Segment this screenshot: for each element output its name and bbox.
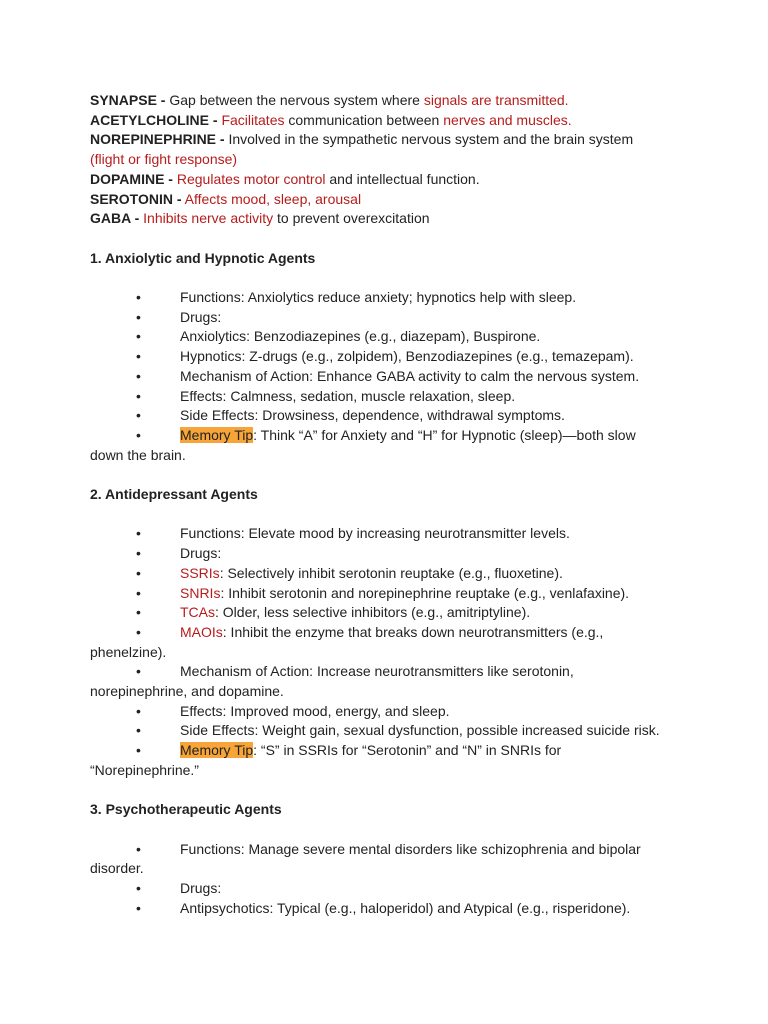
highlighted-phrase: signals are transmitted. — [423, 92, 569, 108]
bullet-item — [90, 702, 710, 722]
bullet-text: Effects: Calmness, sedation, muscle relaxation, sleep. — [180, 387, 516, 404]
bullet-text: Side Effects: Drowsiness, dependence, withdrawal symptoms. — [180, 407, 565, 424]
drug-class-label: SSRIs — [180, 564, 220, 581]
definition-term: GABA - — [90, 210, 140, 227]
definition-term: SYNAPSE - — [90, 92, 166, 108]
bullet-text: Mechanism of Action: Enhance GABA activity to calm the nervous system. — [180, 367, 640, 384]
bullet-item — [90, 347, 710, 367]
definition-continuation: (flight or fight response) — [90, 151, 238, 168]
bullet-text: Drugs: — [180, 545, 222, 562]
bullet-continuation: down the brain. — [90, 446, 186, 463]
bullet-item — [90, 406, 710, 426]
bullet-continuation: norepinephrine, and dopamine. — [90, 683, 284, 700]
bullet-icon: • — [136, 328, 141, 345]
bullet-text: : “S” in SSRIs for “Serotonin” and “N” in SNRIs for — [253, 742, 562, 759]
bullet-icon: • — [136, 545, 141, 562]
bullet-icon: • — [136, 880, 141, 897]
definition-term: SEROTONIN - — [90, 190, 182, 207]
bullet-icon: • — [136, 623, 141, 640]
definition-term: ACETYLCHOLINE - — [90, 111, 218, 128]
bullet-text: Functions: Manage severe mental disorders like schizophrenia and bipolar — [180, 840, 641, 857]
bullet-continuation: disorder. — [90, 860, 144, 877]
highlighted-phrase: Inhibits nerve activity — [143, 210, 274, 227]
bullet-item — [90, 584, 710, 604]
bullet-icon: • — [136, 899, 141, 916]
bullet-icon: • — [136, 525, 141, 542]
spacer — [90, 229, 710, 249]
bullet-item — [90, 623, 710, 643]
bullet-text: : Inhibit serotonin and norepinephrine reuptake (e.g., venlafaxine). — [220, 584, 630, 601]
definition-text: Involved in the sympathetic nervous system and the brain system — [224, 131, 634, 148]
bullet-icon: • — [136, 308, 141, 325]
bullet-icon: • — [136, 722, 141, 739]
highlighted-phrase: Regulates motor control — [176, 170, 326, 187]
drug-class-label: SNRIs — [180, 584, 221, 601]
bullet-item — [90, 544, 710, 564]
definition-line — [90, 91, 710, 111]
bullet-item — [90, 288, 710, 308]
definition-term: DOPAMINE - — [90, 170, 173, 187]
bullet-icon: • — [136, 742, 141, 759]
bullet-continuation: “Norepinephrine.” — [90, 761, 199, 778]
highlighted-phrase: Facilitates — [221, 111, 285, 128]
memory-tip-label: Memory Tip — [180, 742, 254, 759]
memory-tip-label: Memory Tip — [180, 426, 254, 443]
bullet-item — [90, 879, 710, 899]
drug-class-label: MAOIs — [180, 623, 223, 640]
spacer — [90, 465, 710, 485]
bullet-item — [90, 564, 710, 584]
bullet-item — [90, 840, 710, 860]
bullet-item — [90, 387, 710, 407]
bullet-icon: • — [136, 289, 141, 305]
bullet-text: Hypnotics: Z-drugs (e.g., zolpidem), Benzodiazepines (e.g., temazepam). — [180, 348, 634, 365]
section-heading: 1. Anxiolytic and Hypnotic Agents — [90, 249, 316, 266]
bullet-item — [90, 603, 710, 623]
spacer — [90, 781, 710, 801]
bullet-text: Antipsychotics: Typical (e.g., haloperidol) and Atypical (e.g., risperidone). — [180, 899, 631, 916]
bullet-text: Effects: Improved mood, energy, and sleep. — [180, 702, 450, 719]
drug-class-label: TCAs — [180, 604, 215, 621]
highlighted-phrase: Affects mood, sleep, arousal — [184, 190, 362, 207]
bullet-text: : Think “A” for Anxiety and “H” for Hypnotic (sleep)—both slow — [253, 426, 636, 443]
section-heading: 2. Antidepressant Agents — [90, 486, 258, 503]
bullet-continuation: phenelzine). — [90, 643, 167, 660]
bullet-item — [90, 741, 710, 761]
definition-text: communication between — [284, 111, 444, 128]
bullet-text: Side Effects: Weight gain, sexual dysfunction, possible increased suicide risk. — [180, 722, 660, 739]
bullet-text: Functions: Elevate mood by increasing neurotransmitter levels. — [180, 525, 570, 542]
spacer — [90, 505, 710, 525]
bullet-icon: • — [136, 702, 141, 719]
bullet-icon: • — [136, 367, 141, 384]
bullet-icon: • — [136, 663, 141, 680]
document-body — [90, 91, 710, 918]
definition-text: Gap between the nervous system where — [165, 92, 424, 108]
bullet-icon: • — [136, 426, 141, 443]
bullet-icon: • — [136, 604, 141, 621]
bullet-text: Drugs: — [180, 880, 222, 897]
bullet-item — [90, 426, 710, 446]
bullet-icon: • — [136, 840, 141, 857]
definition-text: and intellectual function. — [325, 170, 480, 187]
bullet-item — [90, 308, 710, 328]
definition-text: to prevent overexcitation — [273, 210, 430, 227]
definition-line — [90, 111, 710, 131]
bullet-icon: • — [136, 407, 141, 424]
highlighted-phrase: nerves and muscles. — [443, 111, 572, 128]
bullet-item — [90, 327, 710, 347]
bullet-item — [90, 524, 710, 544]
definition-term: NOREPINEPHRINE - — [90, 131, 225, 148]
bullet-text: Mechanism of Action: Increase neurotransmitters like serotonin, — [180, 663, 574, 680]
spacer — [90, 268, 710, 288]
bullet-text: : Older, less selective inhibitors (e.g., amitriptyline). — [215, 604, 531, 621]
bullet-text: Anxiolytics: Benzodiazepines (e.g., diazepam), Buspirone. — [180, 328, 541, 345]
bullet-text: Functions: Anxiolytics reduce anxiety; hypnotics help with sleep. — [180, 289, 577, 305]
bullet-item — [90, 662, 710, 682]
definition-line — [90, 130, 710, 150]
definition-line — [90, 190, 710, 210]
bullet-item — [90, 899, 710, 919]
spacer — [90, 820, 710, 840]
bullet-icon: • — [136, 348, 141, 365]
bullet-icon: • — [136, 387, 141, 404]
bullet-text: : Selectively inhibit serotonin reuptake (e.g., fluoxetine). — [219, 564, 563, 581]
definition-line — [90, 170, 710, 190]
bullet-item — [90, 367, 710, 387]
bullet-item — [90, 721, 710, 741]
bullet-icon: • — [136, 584, 141, 601]
bullet-icon: • — [136, 564, 141, 581]
section-heading: 3. Psychotherapeutic Agents — [90, 801, 282, 818]
definition-line — [90, 209, 710, 229]
bullet-text: : Inhibit the enzyme that breaks down neurotransmitters (e.g., — [222, 623, 604, 640]
bullet-text: Drugs: — [180, 308, 222, 325]
